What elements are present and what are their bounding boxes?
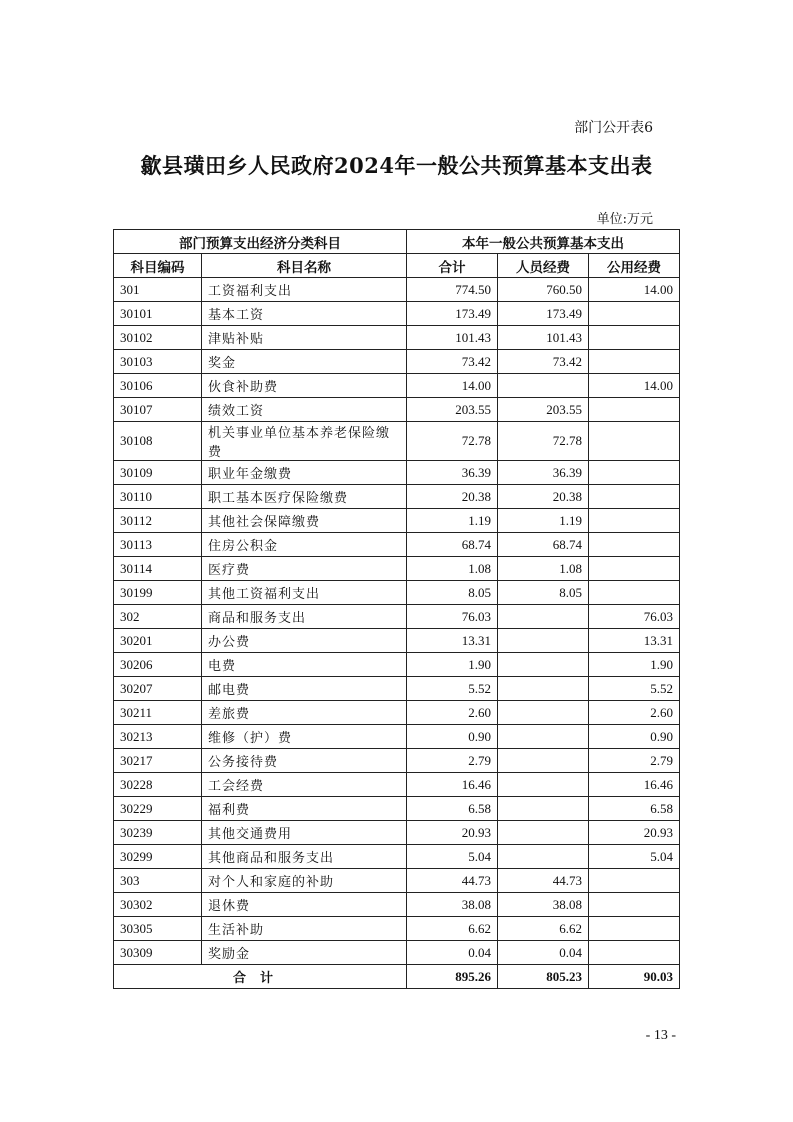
cell-personnel: 8.05	[498, 581, 589, 605]
cell-name: 福利费	[202, 797, 407, 821]
header-group-row	[114, 230, 680, 254]
cell-personnel	[498, 374, 589, 398]
cell-name: 办公费	[202, 629, 407, 653]
cell-name: 工资福利支出	[202, 278, 407, 302]
total-row	[114, 965, 680, 989]
cell-personnel: 1.08	[498, 557, 589, 581]
cell-total: 5.04	[407, 845, 498, 869]
cell-public: 20.93	[589, 821, 680, 845]
header-personnel: 人员经费	[498, 254, 589, 278]
cell-name: 住房公积金	[202, 533, 407, 557]
cell-code: 30228	[114, 773, 202, 797]
cell-personnel: 760.50	[498, 278, 589, 302]
table-row	[114, 629, 680, 653]
table-row	[114, 509, 680, 533]
cell-name: 机关事业单位基本养老保险缴费	[202, 422, 407, 461]
cell-personnel: 44.73	[498, 869, 589, 893]
cell-public	[589, 326, 680, 350]
total-cell-personnel: 805.23	[498, 965, 589, 989]
cell-public: 5.52	[589, 677, 680, 701]
cell-personnel	[498, 845, 589, 869]
cell-name: 公务接待费	[202, 749, 407, 773]
cell-name: 职业年金缴费	[202, 461, 407, 485]
cell-name: 生活补助	[202, 917, 407, 941]
cell-name: 津贴补贴	[202, 326, 407, 350]
cell-code: 30102	[114, 326, 202, 350]
cell-total: 0.90	[407, 725, 498, 749]
cell-name: 奖励金	[202, 941, 407, 965]
cell-public: 0.90	[589, 725, 680, 749]
table-body	[114, 278, 680, 965]
cell-public	[589, 533, 680, 557]
cell-total: 16.46	[407, 773, 498, 797]
cell-public: 2.60	[589, 701, 680, 725]
cell-name: 退休费	[202, 893, 407, 917]
cell-code: 30109	[114, 461, 202, 485]
cell-personnel: 36.39	[498, 461, 589, 485]
header-name: 科目名称	[202, 254, 407, 278]
table-row	[114, 869, 680, 893]
cell-code: 30199	[114, 581, 202, 605]
header-code: 科目编码	[114, 254, 202, 278]
cell-name: 其他交通费用	[202, 821, 407, 845]
header-group-left: 部门预算支出经济分类科目	[114, 230, 407, 254]
cell-personnel: 38.08	[498, 893, 589, 917]
table-row	[114, 302, 680, 326]
cell-code: 301	[114, 278, 202, 302]
cell-total: 72.78	[407, 422, 498, 461]
table-row	[114, 557, 680, 581]
cell-public: 2.79	[589, 749, 680, 773]
cell-name: 工会经费	[202, 773, 407, 797]
cell-code: 30201	[114, 629, 202, 653]
cell-name: 其他社会保障缴费	[202, 509, 407, 533]
cell-name: 其他工资福利支出	[202, 581, 407, 605]
cell-personnel	[498, 749, 589, 773]
cell-public: 76.03	[589, 605, 680, 629]
cell-code: 30302	[114, 893, 202, 917]
cell-code: 30217	[114, 749, 202, 773]
cell-code: 30112	[114, 509, 202, 533]
cell-public	[589, 302, 680, 326]
cell-name: 医疗费	[202, 557, 407, 581]
cell-total: 13.31	[407, 629, 498, 653]
cell-personnel	[498, 677, 589, 701]
cell-total: 0.04	[407, 941, 498, 965]
cell-code: 30106	[114, 374, 202, 398]
cell-total: 14.00	[407, 374, 498, 398]
cell-total: 203.55	[407, 398, 498, 422]
cell-code: 30101	[114, 302, 202, 326]
cell-name: 邮电费	[202, 677, 407, 701]
cell-code: 30108	[114, 422, 202, 461]
cell-code: 30113	[114, 533, 202, 557]
table-row	[114, 677, 680, 701]
cell-name: 基本工资	[202, 302, 407, 326]
unit-label: 单位:万元	[596, 212, 653, 227]
cell-public	[589, 869, 680, 893]
cell-total: 20.38	[407, 485, 498, 509]
table-row	[114, 422, 680, 461]
header-group-right: 本年一般公共预算基本支出	[407, 230, 680, 254]
cell-code: 30206	[114, 653, 202, 677]
cell-personnel: 68.74	[498, 533, 589, 557]
cell-code: 30213	[114, 725, 202, 749]
doc-tag: 部门公开表6	[574, 120, 653, 136]
table-row	[114, 773, 680, 797]
cell-total: 2.60	[407, 701, 498, 725]
cell-total: 101.43	[407, 326, 498, 350]
cell-code: 30299	[114, 845, 202, 869]
total-cell-total: 895.26	[407, 965, 498, 989]
cell-public: 5.04	[589, 845, 680, 869]
cell-personnel: 73.42	[498, 350, 589, 374]
cell-code: 302	[114, 605, 202, 629]
table-row	[114, 533, 680, 557]
cell-personnel	[498, 701, 589, 725]
cell-personnel: 203.55	[498, 398, 589, 422]
page-number: - 13 -	[645, 1028, 676, 1043]
cell-code: 30107	[114, 398, 202, 422]
cell-code: 303	[114, 869, 202, 893]
table-row	[114, 350, 680, 374]
cell-public	[589, 509, 680, 533]
cell-code: 30103	[114, 350, 202, 374]
cell-code: 30211	[114, 701, 202, 725]
cell-total: 1.08	[407, 557, 498, 581]
cell-total: 5.52	[407, 677, 498, 701]
cell-code: 30229	[114, 797, 202, 821]
cell-name: 其他商品和服务支出	[202, 845, 407, 869]
cell-total: 8.05	[407, 581, 498, 605]
budget-table	[113, 229, 680, 989]
cell-total: 6.58	[407, 797, 498, 821]
cell-public: 14.00	[589, 278, 680, 302]
table-row	[114, 701, 680, 725]
cell-total: 38.08	[407, 893, 498, 917]
cell-personnel: 1.19	[498, 509, 589, 533]
table-row	[114, 893, 680, 917]
table-row	[114, 653, 680, 677]
cell-name: 维修（护）费	[202, 725, 407, 749]
cell-public	[589, 422, 680, 461]
cell-total: 68.74	[407, 533, 498, 557]
header-total: 合计	[407, 254, 498, 278]
cell-name: 差旅费	[202, 701, 407, 725]
table-row	[114, 485, 680, 509]
cell-total: 1.19	[407, 509, 498, 533]
cell-name: 奖金	[202, 350, 407, 374]
table-row	[114, 941, 680, 965]
table-row	[114, 374, 680, 398]
cell-public	[589, 350, 680, 374]
cell-personnel: 101.43	[498, 326, 589, 350]
cell-total: 1.90	[407, 653, 498, 677]
cell-code: 30309	[114, 941, 202, 965]
table-row	[114, 605, 680, 629]
cell-name: 对个人和家庭的补助	[202, 869, 407, 893]
page-title: 歙县璜田乡人民政府2024年一般公共预算基本支出表	[140, 153, 653, 178]
table-row	[114, 725, 680, 749]
table-row	[114, 845, 680, 869]
cell-name: 绩效工资	[202, 398, 407, 422]
cell-public	[589, 485, 680, 509]
table-row	[114, 797, 680, 821]
cell-public: 16.46	[589, 773, 680, 797]
table-row	[114, 278, 680, 302]
cell-public	[589, 461, 680, 485]
table-row	[114, 917, 680, 941]
header-public: 公用经费	[589, 254, 680, 278]
cell-code: 30207	[114, 677, 202, 701]
cell-total: 774.50	[407, 278, 498, 302]
cell-personnel: 20.38	[498, 485, 589, 509]
cell-public: 14.00	[589, 374, 680, 398]
cell-total: 20.93	[407, 821, 498, 845]
cell-personnel	[498, 605, 589, 629]
cell-name: 职工基本医疗保险缴费	[202, 485, 407, 509]
cell-code: 30114	[114, 557, 202, 581]
table-row	[114, 821, 680, 845]
cell-name: 伙食补助费	[202, 374, 407, 398]
table-row	[114, 326, 680, 350]
cell-total: 76.03	[407, 605, 498, 629]
total-cell-public: 90.03	[589, 965, 680, 989]
cell-personnel	[498, 797, 589, 821]
cell-code: 30110	[114, 485, 202, 509]
header-row	[114, 254, 680, 278]
cell-personnel	[498, 821, 589, 845]
cell-public: 6.58	[589, 797, 680, 821]
cell-personnel: 0.04	[498, 941, 589, 965]
cell-name: 商品和服务支出	[202, 605, 407, 629]
cell-personnel	[498, 773, 589, 797]
cell-total: 6.62	[407, 917, 498, 941]
total-label: 合计	[114, 965, 407, 989]
cell-public	[589, 893, 680, 917]
cell-public	[589, 581, 680, 605]
cell-personnel	[498, 725, 589, 749]
cell-public	[589, 398, 680, 422]
cell-public: 1.90	[589, 653, 680, 677]
cell-total: 36.39	[407, 461, 498, 485]
cell-total: 44.73	[407, 869, 498, 893]
cell-public: 13.31	[589, 629, 680, 653]
cell-total: 173.49	[407, 302, 498, 326]
cell-personnel	[498, 629, 589, 653]
cell-total: 73.42	[407, 350, 498, 374]
table-row	[114, 581, 680, 605]
cell-personnel: 72.78	[498, 422, 589, 461]
cell-public	[589, 917, 680, 941]
table-row	[114, 398, 680, 422]
cell-code: 30305	[114, 917, 202, 941]
cell-public	[589, 941, 680, 965]
table-row	[114, 749, 680, 773]
table-row	[114, 461, 680, 485]
cell-personnel: 173.49	[498, 302, 589, 326]
cell-personnel	[498, 653, 589, 677]
cell-public	[589, 557, 680, 581]
cell-total: 2.79	[407, 749, 498, 773]
cell-personnel: 6.62	[498, 917, 589, 941]
cell-name: 电费	[202, 653, 407, 677]
cell-code: 30239	[114, 821, 202, 845]
